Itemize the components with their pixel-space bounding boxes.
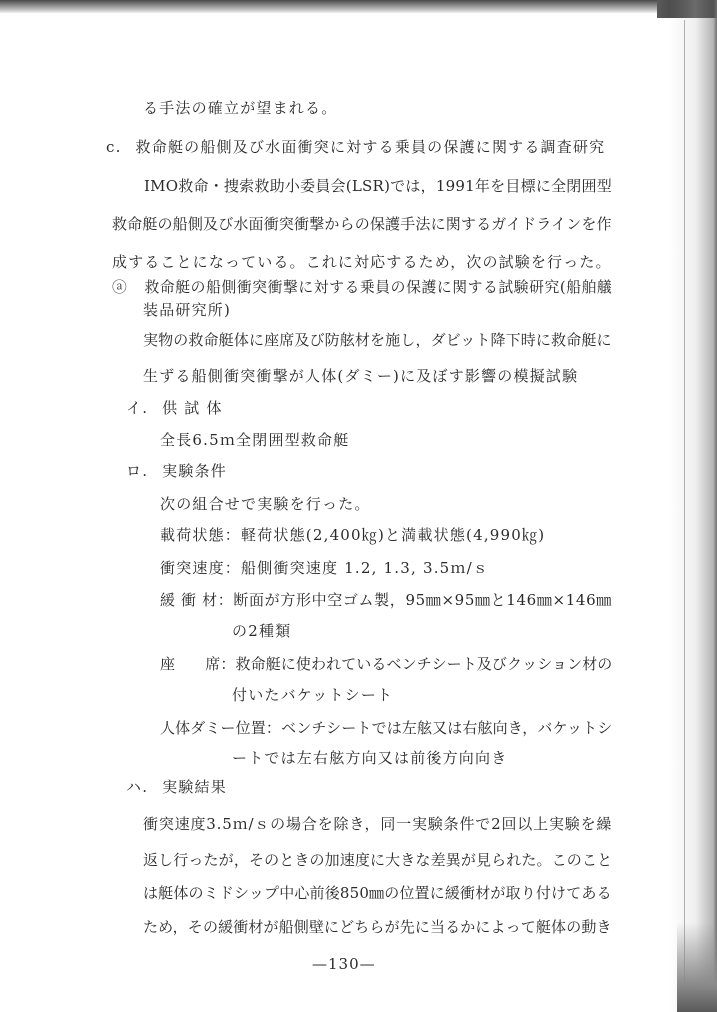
page-number: —130— (312, 955, 376, 973)
heading-text: 供 試 体 (162, 399, 223, 417)
heading-a (112, 277, 612, 297)
text-line: 返し行ったが，そのときの加速度に大きな差異が見られた。このこと (143, 851, 613, 869)
heading-c (106, 137, 605, 157)
heading-text: 救命艇の船側衝突衝撃に対する乗員の保護に関する試験研究(船舶艤 (144, 278, 613, 296)
text-line: 人体ダミー位置：ベンチシートでは左舷又は右舷向き，バケットシ (160, 719, 613, 737)
text-line: の2種類 (232, 622, 292, 640)
text-line: 生ずる船側衝突衝撃が人体(ダミー)に及ぼす影響の模擬試験 (143, 367, 579, 385)
text-line: 装品研究所) (143, 301, 232, 319)
list-marker: ロ. (126, 462, 149, 480)
list-marker: イ. (126, 399, 149, 417)
heading-i (126, 398, 223, 418)
text-line: は艇体のミドシップ中心前後850㎜の位置に緩衝材が取り付けてある (143, 884, 612, 902)
list-marker: ハ. (126, 778, 149, 796)
text-line: IMO救命・捜索救助小委員会(LSR)では，1991年を目標に全閉囲型 (144, 177, 612, 195)
heading-text: 実験条件 (162, 462, 227, 480)
text-line: 付いたバケットシート (232, 686, 394, 704)
scan-top-edge (0, 0, 717, 13)
text-line: る手法の確立が望まれる。 (143, 99, 338, 117)
text-line: 次の組合せで実験を行った。 (160, 495, 371, 513)
text-line: 衝突速度：船側衝突速度 1.2, 1.3, 3.5ｍ/ｓ (160, 559, 490, 577)
text-line: 緩 衝 材：断面が方形中空ゴム製，95㎜×95㎜と146㎜×146㎜ (160, 591, 612, 609)
heading-text: 実験結果 (162, 778, 227, 796)
scan-bottom-corner (677, 922, 717, 1012)
text-line: 全長6.5ｍ全閉囲型救命艇 (160, 431, 350, 449)
list-marker: ⓐ (112, 278, 128, 296)
text-line: ため，その緩衝材が船側壁にどちらが先に当るかによって艇体の動き (143, 918, 612, 936)
text-line: ートでは左右舷方向又は前後方向向き (232, 749, 508, 767)
text-line: 実物の救命艇体に座席及び防舷材を施し，ダビット降下時に救命艇に (143, 331, 612, 349)
text-line: 救命艇の船側及び水面衝突衝撃からの保護手法に関するガイドラインを作 (112, 215, 612, 233)
text-line: 成することになっている。これに対応するため，次の試験を行った。 (112, 253, 612, 271)
text-line: 衝突速度3.5ｍ/ｓの場合を除き，同一実験条件で2回以上実験を繰 (143, 815, 613, 833)
scan-page-fold-line (684, 20, 685, 990)
heading-ro (126, 461, 227, 481)
list-marker: c. (106, 138, 122, 156)
text-line: 座 席：救命艇に使われているベンチシート及びクッション材の (160, 655, 613, 673)
scan-right-edge-shadow (669, 0, 717, 1012)
heading-ha (126, 777, 227, 797)
heading-text: 救命艇の船側及び水面衝突に対する乗員の保護に関する調査研究 (135, 138, 606, 156)
text-line: 載荷状態：軽荷状態(2,400㎏)と満載状態(4,990㎏) (160, 526, 546, 544)
